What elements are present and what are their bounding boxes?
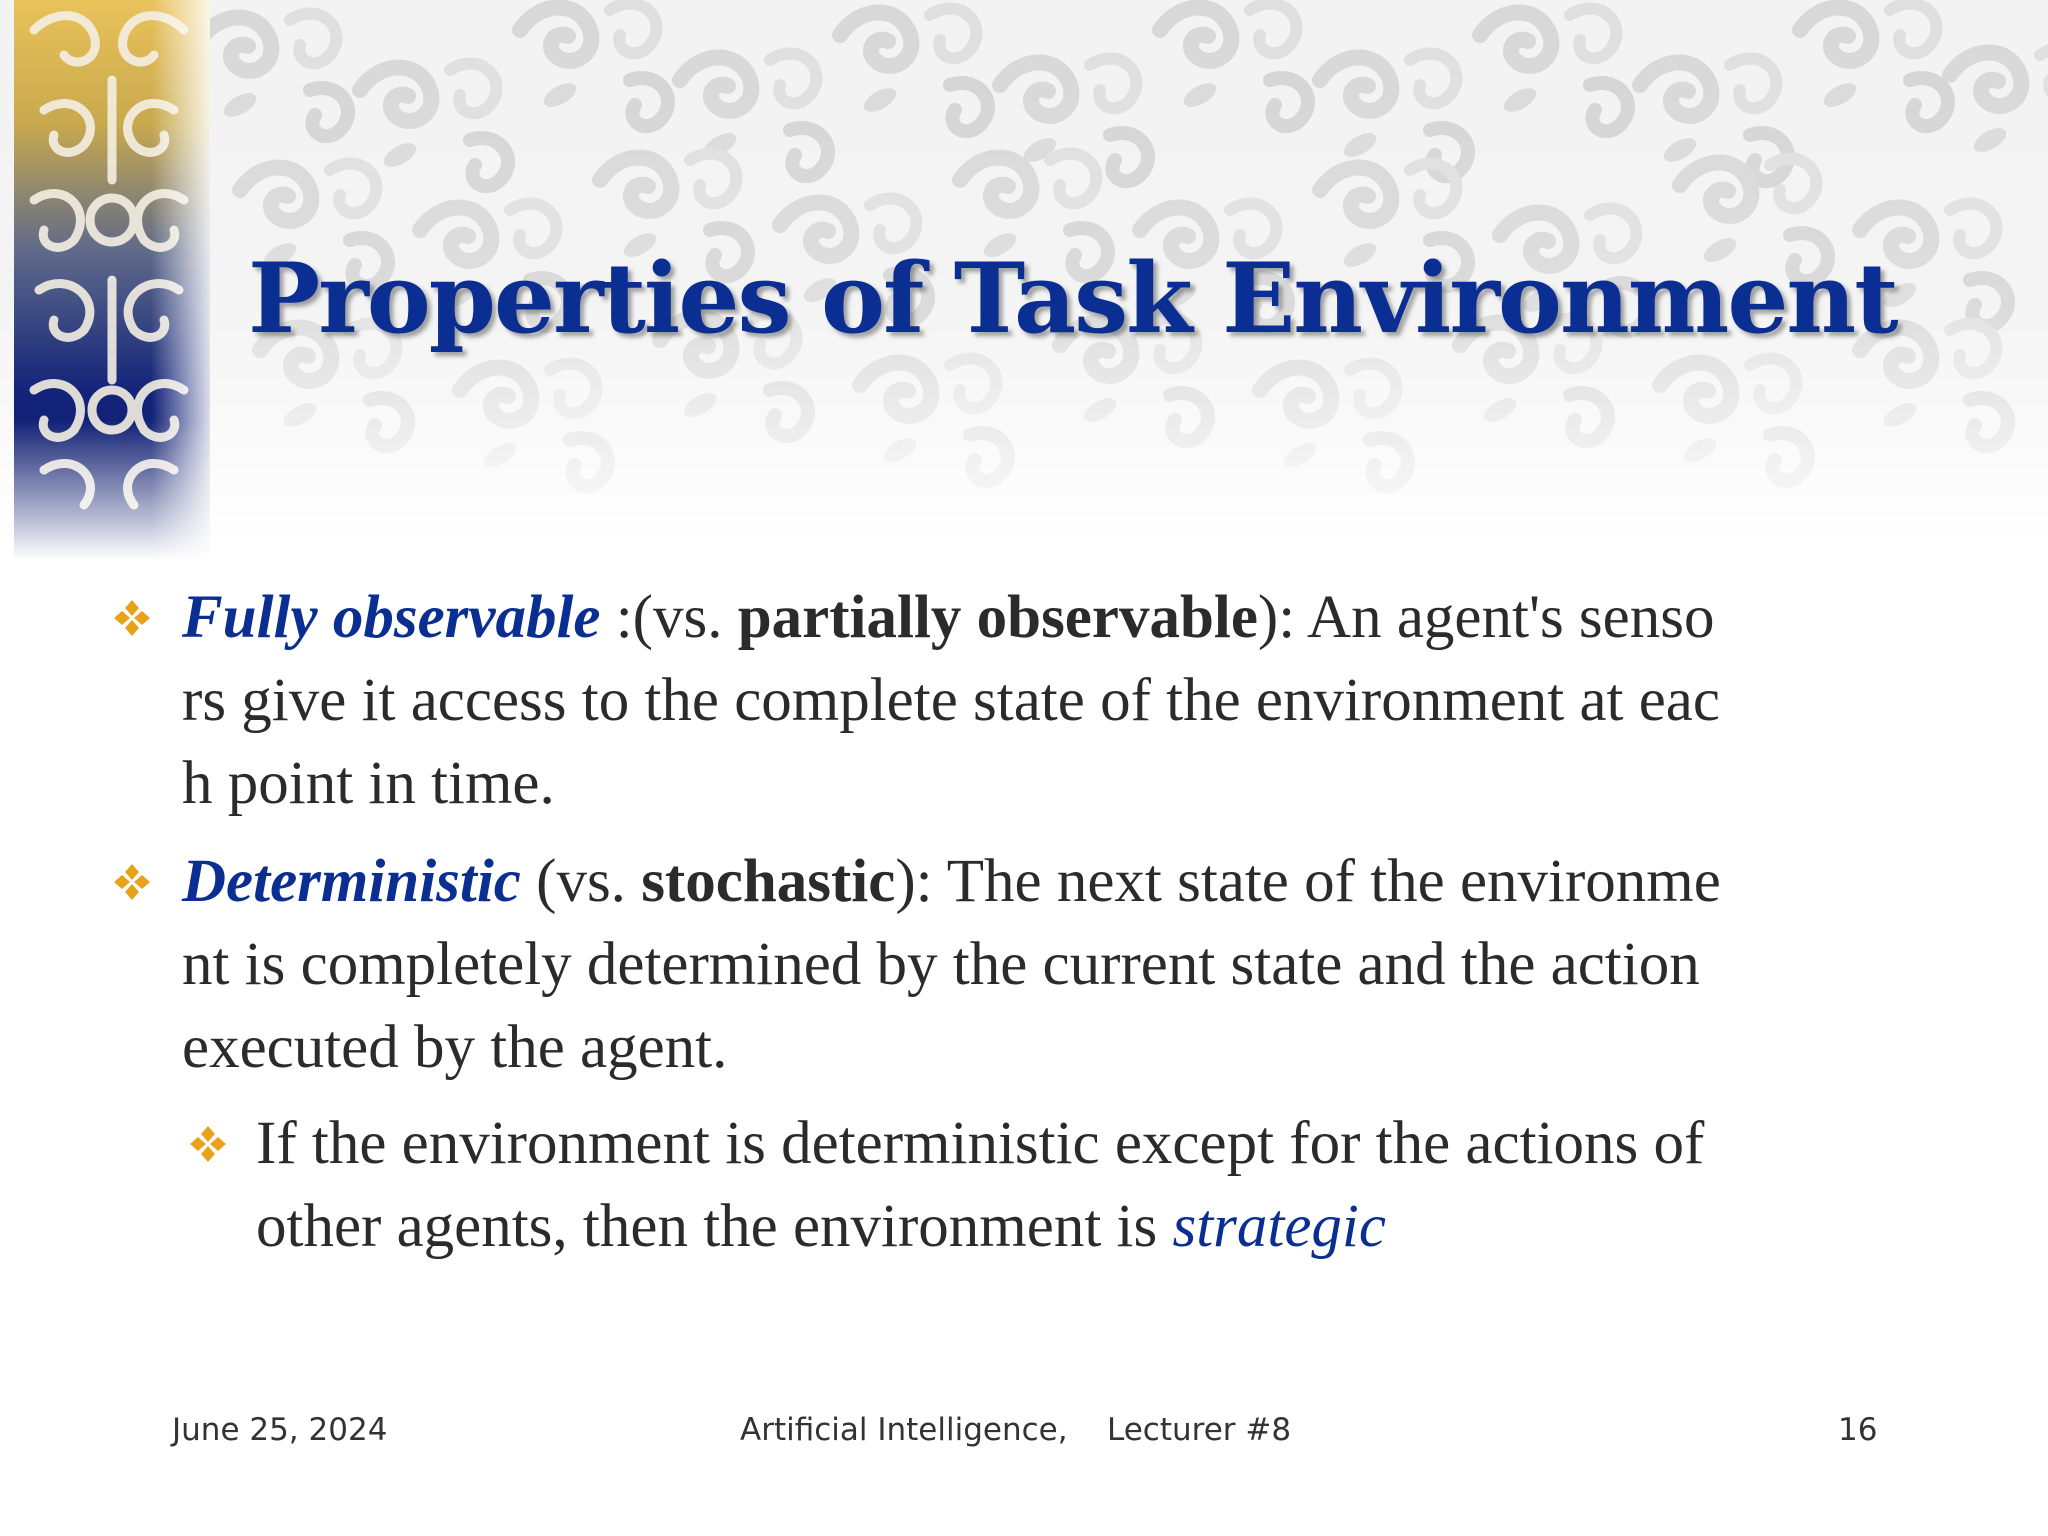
- bullet-line: rs give it access to the complete state of the environment at eac: [182, 667, 1720, 734]
- sub-bullet-strategic: [256, 1102, 1916, 1268]
- bullet-fully-observable: [182, 576, 1922, 825]
- paren-close-text: ): An agent's senso: [1257, 584, 1715, 651]
- term-deterministic: Deterministic: [182, 848, 521, 915]
- diamond-bullet-icon: [112, 598, 152, 638]
- footer-course: Artificial Intelligence, Lecturer #8: [740, 1412, 1292, 1448]
- sub-bullet-line: [256, 1185, 1916, 1268]
- diamond-bullet-icon: [112, 862, 152, 902]
- contrast-term: stochastic: [641, 848, 896, 915]
- sub-bullet-prefix: other agents, then the environment is: [256, 1193, 1173, 1260]
- paren-open-text: (vs.: [520, 848, 642, 915]
- footer-page-number: 16: [1838, 1412, 1878, 1448]
- sub-bullet-line: If the environment is deterministic except for the actions of: [256, 1110, 1705, 1177]
- term-strategic: strategic: [1172, 1193, 1386, 1260]
- footer-date: June 25, 2024: [172, 1412, 388, 1448]
- bullet-line: nt is completely determined by the current state and the action: [182, 931, 1700, 998]
- bullet-first-line: [182, 576, 1922, 659]
- contrast-term: partially observable: [737, 584, 1258, 651]
- diamond-bullet-icon: [188, 1124, 228, 1164]
- term-fully-observable: Fully observable: [182, 584, 601, 651]
- bullet-line: executed by the agent.: [182, 1014, 728, 1081]
- paren-close-text: ): The next state of the environme: [895, 848, 1721, 915]
- slide-title: Properties of Task Environment: [248, 242, 1897, 355]
- bullet-line: h point in time.: [182, 750, 555, 817]
- bullet-deterministic: [182, 840, 1922, 1089]
- bullet-first-line: [182, 840, 1922, 923]
- paren-open-text: :(vs.: [600, 584, 738, 651]
